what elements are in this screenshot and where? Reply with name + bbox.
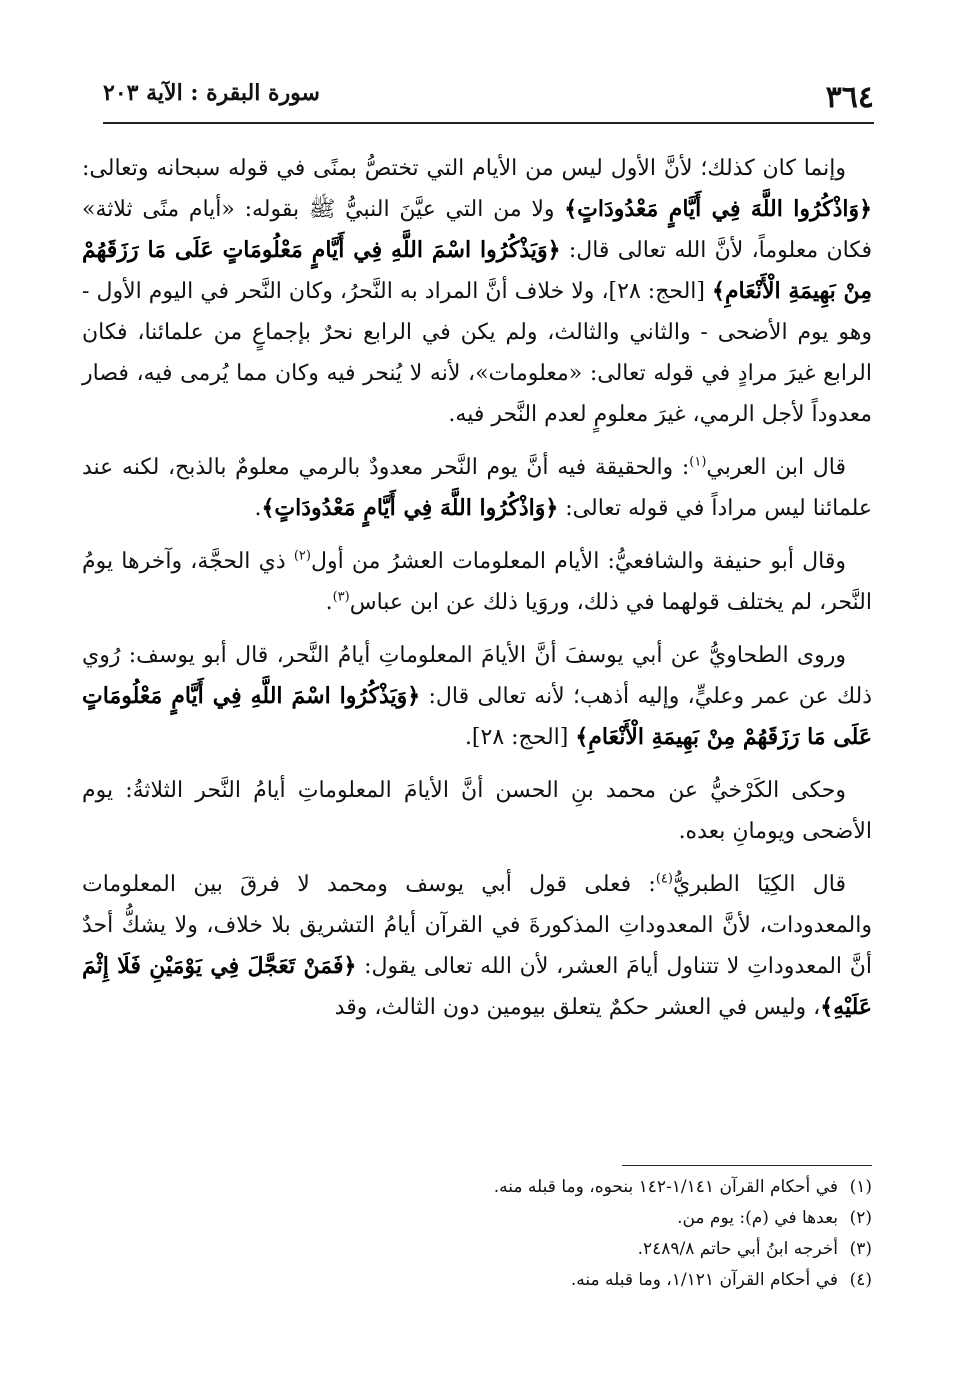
text-segment: ولا من التي عيَّنَ النبيُّ ﷺ بقوله: «أيام منًى ثلاثة» فكان معلوماً، لأنَّ الله تعالى قال: bbox=[82, 197, 873, 263]
footnote-ref: (١) bbox=[689, 454, 707, 470]
text-segment: ، وليس في العشر حكمٌ يتعلق بيومين دون الثالث، وقد bbox=[334, 995, 821, 1020]
footnote-text: أخرجه ابنُ أبي حاتم ٢٤٨٩/٨. bbox=[637, 1239, 838, 1259]
quran-verse: ﴿فَمَنْ تَعَجَّلَ فِي يَوْمَيْنِ فَلَا إِثْمَ عَلَيْهِ﴾ bbox=[82, 953, 872, 1020]
footnote-number: (٢) bbox=[849, 1208, 872, 1228]
footnotes bbox=[82, 1172, 872, 1296]
paragraph bbox=[82, 635, 872, 758]
footnote-text: في أحكام القرآن ١/١٤١-١٤٢ بنحوه، وما قبله منه. bbox=[493, 1177, 838, 1197]
text-segment: قال ابن العربي bbox=[706, 455, 846, 480]
paragraph bbox=[82, 770, 872, 852]
text-segment: وقال أبو حنيفة والشافعيُّ: الأيام المعلومات العشرُ من أول bbox=[310, 549, 846, 574]
footnote bbox=[82, 1203, 872, 1234]
page-header bbox=[103, 72, 874, 124]
footnote bbox=[82, 1265, 872, 1296]
footnote-ref: (٤) bbox=[655, 871, 673, 887]
text-segment: . bbox=[254, 496, 262, 521]
quran-verse: ﴿وَاذْكُرُوا اللَّهَ فِي أَيَّامٍ مَعْدُودَاتٍ﴾ bbox=[261, 495, 559, 521]
paragraph bbox=[82, 541, 872, 623]
text-segment: : والحقيقة فيه أنَّ يوم النَّحر معدودٌ بالرمي معلومٌ بالذبح، لكنه عند علمائنا ليس مراداً في قوله تعالى: bbox=[82, 455, 872, 521]
footnote-divider bbox=[622, 1165, 872, 1166]
running-title: سورة البقرة : الآية ٢٠٣ bbox=[103, 80, 320, 106]
footnote-text: في أحكام القرآن ١/١٢١، وما قبله منه. bbox=[570, 1270, 838, 1290]
text-segment: [الحج: ٢٨]، ولا خلاف أنَّ المراد به النَّحرُ، وكان النَّحر في اليوم الأول - وهو يوم الأضحى - والثاني والثالث، ولم يكن في الرابع نحرٌ بإجماعٍ من علمائنا، فكان الرابع غيرَ مرادٍ في قوله تعالى: «معلومات»، لأنه لا يُنحر فيه وكان مما يُرمى فيه، فصار معدوداً لأجل الرمي، غيرَ معلومٍ لعدم النَّحر فيه. bbox=[82, 279, 872, 427]
text-segment: وحكى الكَرْخيُّ عن محمد بنِ الحسن أنَّ الأيامَ المعلوماتِ أيامُ النَّحر الثلاثةُ: يوم الأضحى ويومانِ بعده. bbox=[82, 778, 872, 844]
paragraph bbox=[82, 447, 872, 529]
footnote-number: (١) bbox=[849, 1177, 872, 1197]
footnote bbox=[82, 1234, 872, 1265]
paragraph bbox=[82, 148, 872, 435]
footnote-text: بعدها في (م): يوم من. bbox=[677, 1208, 838, 1228]
quran-verse: ﴿وَيَذْكُرُوا اسْمَ اللَّهِ فِي أَيَّامٍ مَعْلُومَاتٍ عَلَى مَا رَزَقَهُمْ مِنْ بَهِيمَةِ الْأَنْعَامِ﴾ bbox=[82, 237, 872, 304]
quran-verse: ﴿وَاذْكُرُوا اللَّهَ فِي أَيَّامٍ مَعْدُودَاتٍ﴾ bbox=[564, 196, 872, 222]
text-segment: قال الكِيَا الطبريُّ bbox=[672, 872, 846, 897]
text-segment: . bbox=[325, 590, 333, 615]
text-segment: وروى الطحاويُّ عن أبي يوسفَ أنَّ الأيامَ المعلوماتِ أيامُ النَّحر، قال أبو يوسف: رُوي ذلك عن عمر وعليٍّ، وإليه أذهب؛ لأنه تعالى قال: bbox=[82, 643, 872, 709]
footnote-ref: (٢) bbox=[293, 548, 311, 564]
text-segment: [الحج: ٢٨]. bbox=[464, 725, 576, 750]
text-segment: ذي الحجَّة، وآخرها يومُ النَّحر، لم يختلف قولهما في ذلك، وروَيا ذلك عن ابن عباس bbox=[82, 549, 872, 615]
paragraph bbox=[82, 864, 872, 1028]
quran-verse: ﴿وَيَذْكُرُوا اسْمَ اللَّهِ فِي أَيَّامٍ مَعْلُومَاتٍ عَلَى مَا رَزَقَهُمْ مِنْ بَهِيمَةِ الْأَنْعَامِ﴾ bbox=[82, 683, 872, 750]
main-text bbox=[82, 148, 872, 1040]
page-number: ٣٦٤ bbox=[825, 80, 874, 115]
footnote bbox=[82, 1172, 872, 1203]
footnote-number: (٣) bbox=[849, 1239, 872, 1259]
footnote-number: (٤) bbox=[849, 1270, 872, 1290]
text-segment: : فعلى قول أبي يوسف ومحمد لا فرقَ بين المعلومات والمعدودات، لأنَّ المعدوداتِ المذكورةَ في القرآن أيامُ التشريق بلا خلاف، ولا يشكُّ أحدٌ أنَّ المعدوداتِ لا تتناول أيامَ العشر، لأن الله تعالى يقول: bbox=[82, 872, 872, 979]
footnote-ref: (٣) bbox=[332, 589, 350, 605]
text-segment: وإنما كان كذلك؛ لأنَّ الأول ليس من الأيام التي تختصُّ بمنًى في قوله سبحانه وتعالى: bbox=[82, 156, 846, 181]
